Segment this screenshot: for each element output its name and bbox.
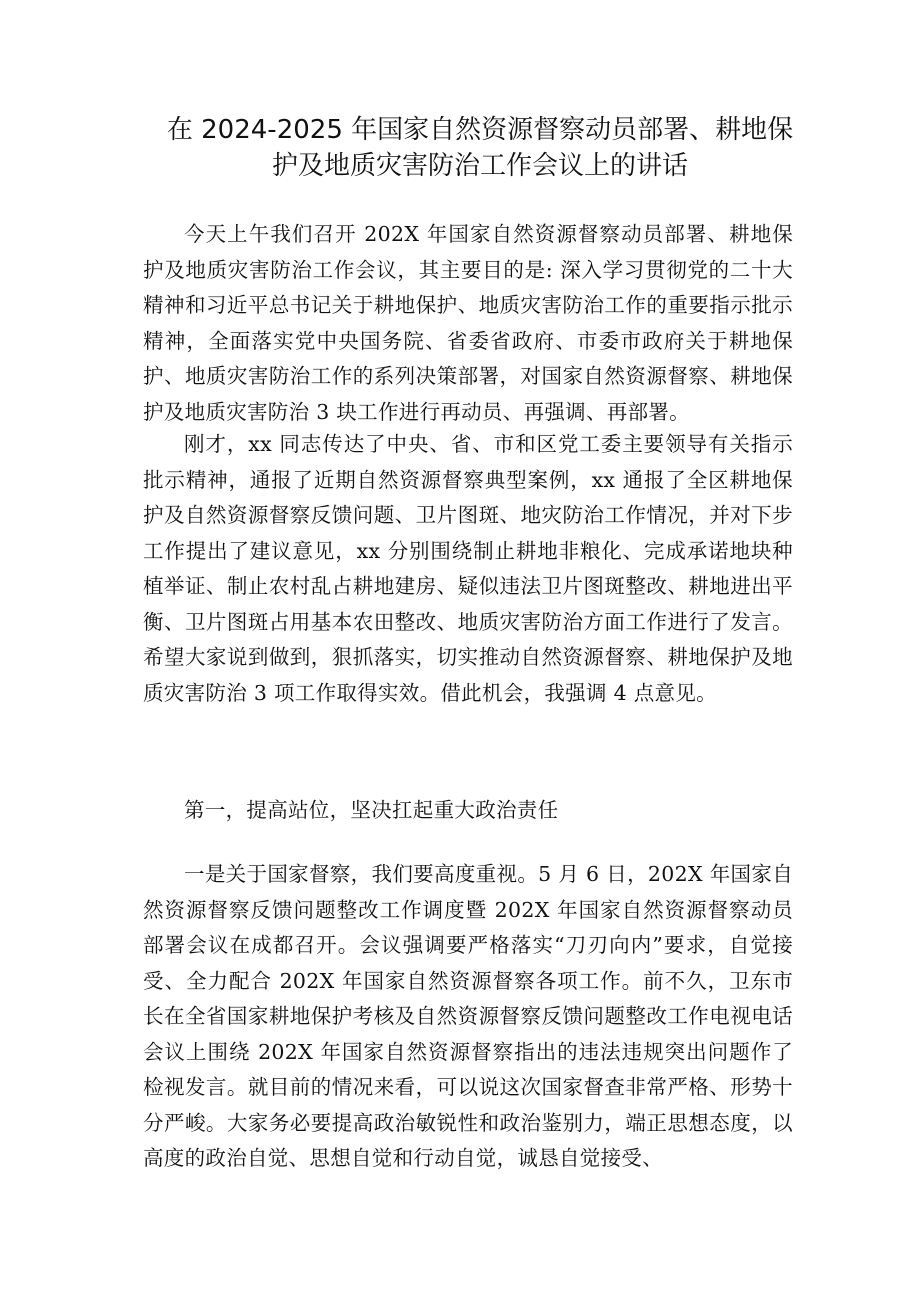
paragraph-opening: 今天上午我们召开 202X 年国家自然资源督察动员部署、耕地保护及地质灾害防治工作会议，其主要目的是: 深入学习贯彻党的二十大精神和习近平总书记关于耕地保护、地质灾害防治工作的重要指示批示精神，全面落实党中央国务院、省委省政府、市委市政府关于耕地保护、地质灾害防治工作的系列决策部署，对国家自然资源督察、耕地保护及地质灾害防治 3 块工作进行再动员、再强调、再部署。 xyxy=(143,222,793,424)
document-title: 在 2024-2025 年国家自然资源督察动员部署、耕地保护及地质灾害防治工作会议上的讲话 xyxy=(166,115,794,181)
paragraph-national-inspection: 一是关于国家督察，我们要高度重视。5 月 6 日，202X 年国家自然资源督察反馈问题整改工作调度暨 202X 年国家自然资源督察动员部署会议在成都召开。会议强调要严格落实“刀刃向内”要求，自觉接受、全力配合 202X 年国家自然资源督察各项工作。前不久，卫东市长在全省国家耕地保护考核及自然资源督察反馈问题整改工作电视电话会议上围绕 202X 年国家自然资源督察指出的违法违规突出问题作了检视发言。就目前的情况来看，可以说这次国家督查非常严格、形势十分严峻。大家务必要提高政治敏锐性和政治鉴别力，端正思想态度，以高度的政治自觉、思想自觉和行动自觉，诚恳自觉接受、 xyxy=(143,862,793,1170)
paragraph-report-summary: 刚才，xx 同志传达了中央、省、市和区党工委主要领导有关指示批示精神，通报了近期自然资源督察典型案例，xx 通报了全区耕地保护及自然资源督察反馈问题、卫片图斑、地灾防治工作情况，并对下步工作提出了建议意见，xx 分别围绕制止耕地非粮化、完成承诺地块种植举证、制止农村乱占耕地建房、疑似违法卫片图斑整改、耕地进出平衡、卫片图斑占用基本农田整改、地质灾害防治方面工作进行了发言。希望大家说到做到，狠抓落实，切实推动自然资源督察、耕地保护及地质灾害防治 3 项工作取得实效。借此机会，我强调 4 点意见。 xyxy=(143,432,793,705)
section-heading-first: 第一，提高站位，坚决扛起重大政治责任 xyxy=(184,798,559,822)
